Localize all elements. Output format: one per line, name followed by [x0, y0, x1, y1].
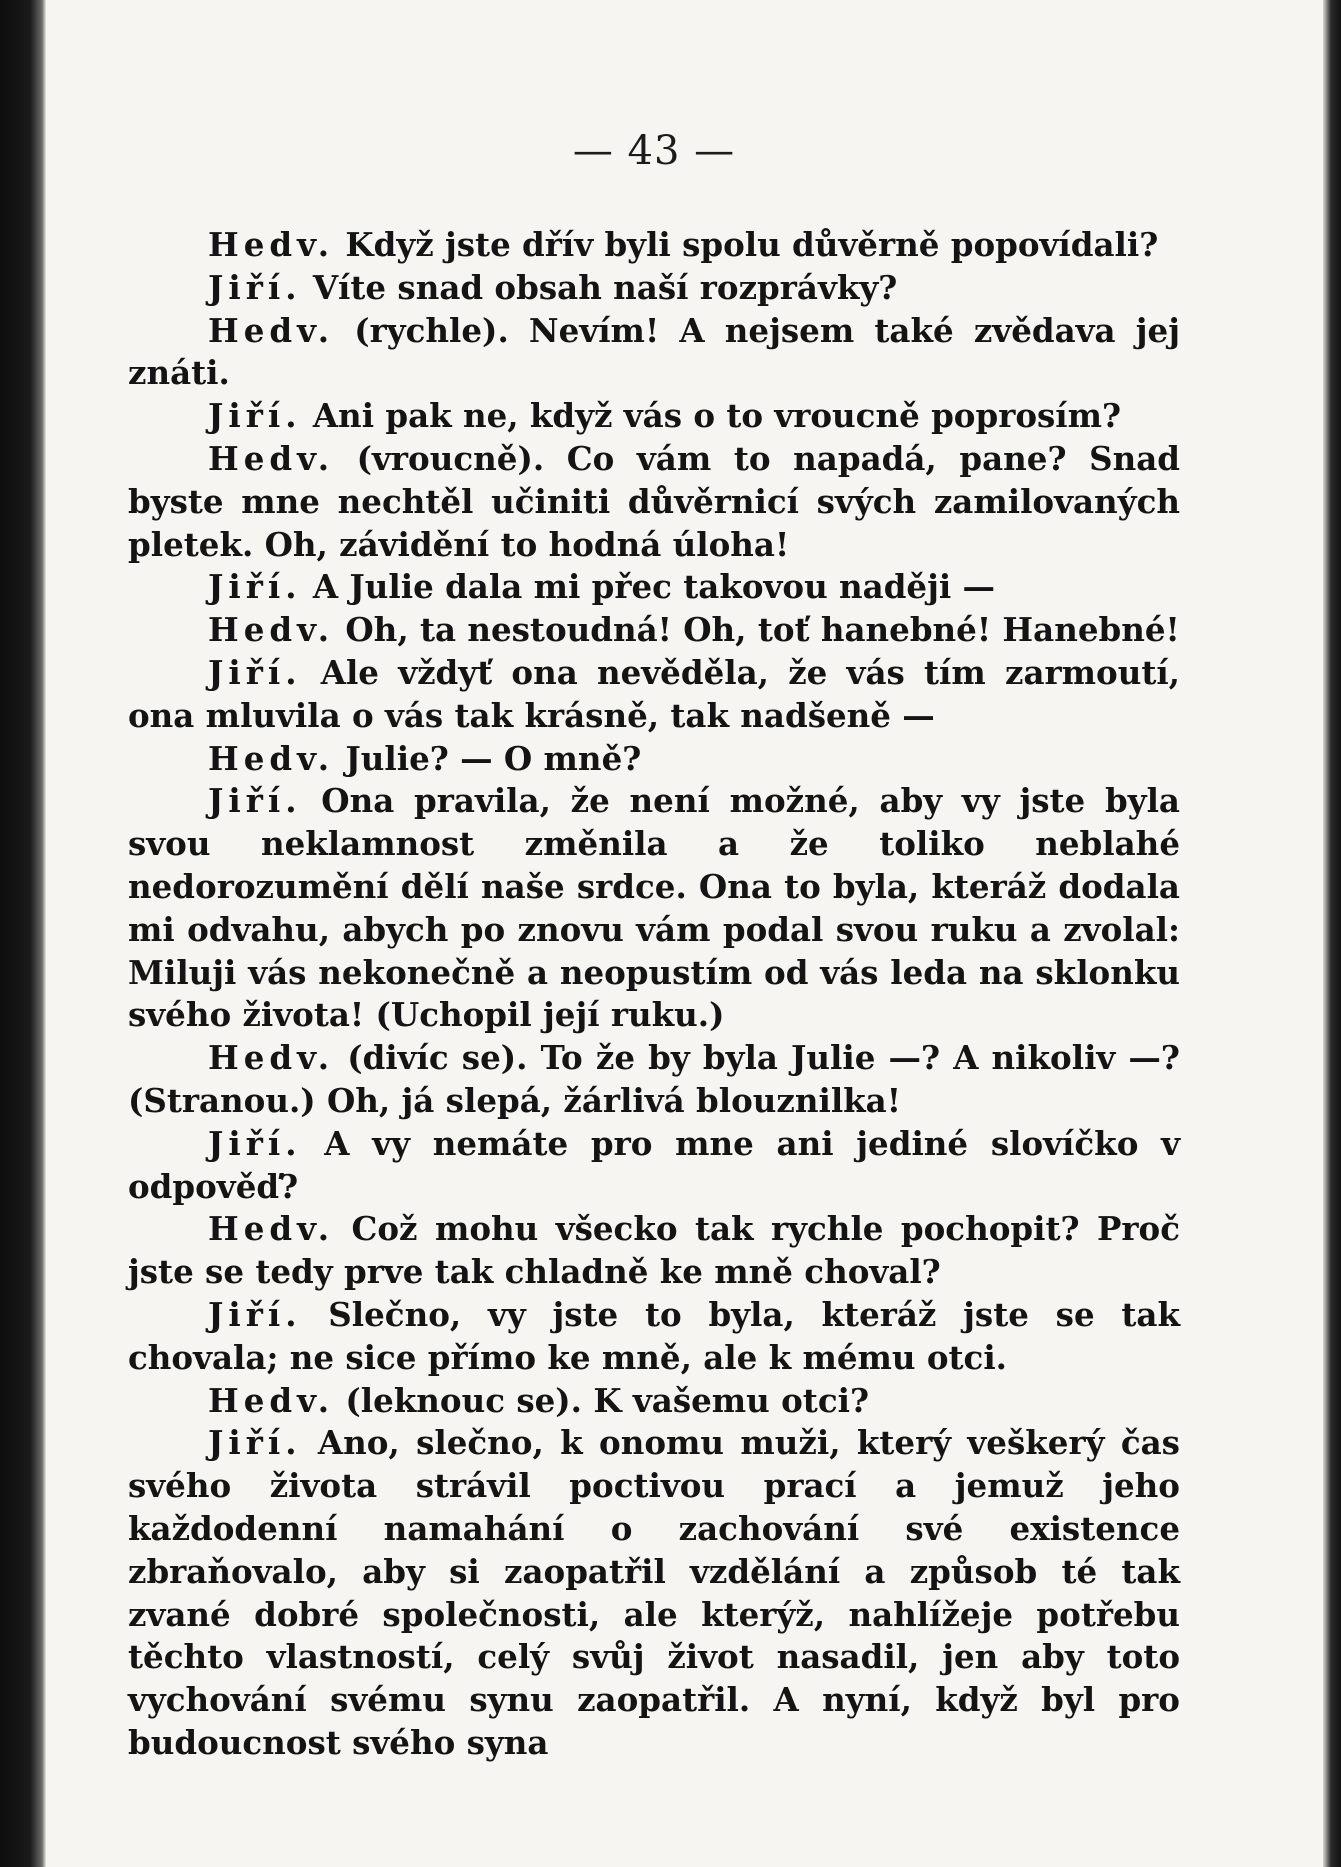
dialogue-paragraph: [128, 224, 1180, 267]
speech-text: (leknouc se). K vašemu otci?: [345, 1380, 869, 1420]
dialogue-paragraph: [128, 738, 1180, 781]
speech-text: Což mohu všecko tak rychle pochopit? Proč jste se tedy prve tak chladně ke mně choval?: [128, 1209, 1180, 1292]
dialogue-paragraph: [128, 310, 1180, 396]
dialogue-paragraph: [128, 652, 1180, 738]
speech-text: Ale vždyť ona nevěděla, že vás tím zarmoutí, ona mluvila o vás tak krásně, tak nadšeně —: [128, 652, 1180, 735]
speaker-name: Hedv.: [208, 738, 335, 778]
speech-text: Ani pak ne, když vás o to vroucně poprosím?: [312, 396, 1122, 436]
speech-text: Ona pravila, že není možné, aby vy jste byla svou neklamnost změnila a že toliko neblahé nedorozumění dělí naše srdce. Ona to byla, kteráž dodala mi odvahu, abych po znovu vám podal svou ruku a zvolal: Miluji vás nekonečně a neopustím od vás leda na sklonku svého života! (Uchopil její ruku.): [128, 781, 1180, 1035]
speaker-name: Jiří.: [208, 1123, 302, 1163]
speaker-name: Jiří.: [208, 652, 302, 692]
dialogue-paragraph: [128, 395, 1180, 438]
speaker-name: Hedv.: [208, 1209, 335, 1249]
dialogue-paragraph: [128, 1123, 1180, 1209]
scan-edge-right: [1323, 0, 1341, 1867]
speaker-name: Hedv.: [208, 610, 335, 650]
dialogue-paragraph: [128, 438, 1180, 566]
speech-text: A vy nemáte pro mne ani jediné slovíčko v odpověď?: [128, 1123, 1180, 1206]
speaker-name: Jiří.: [208, 567, 302, 607]
dialogue-paragraph: [128, 1037, 1180, 1123]
speech-text: Víte snad obsah naší rozprávky?: [312, 267, 898, 307]
book-page: [128, 0, 1180, 1867]
speech-text: Julie? — O mně?: [345, 738, 642, 778]
speech-text: Oh, ta nestoudná! Oh, toť hanebné! Hanebné!: [345, 610, 1180, 650]
speaker-name: Jiří.: [208, 781, 302, 821]
dialogue-paragraph: [128, 1422, 1180, 1764]
speech-text: Ano, slečno, k onomu muži, který veškerý čas svého života strávil poctivou prací a jemuž jeho každodenní namahání o zachování své existence zbraňovalo, aby si zaopatřil vzdělání a způsob té tak zvané dobré společnosti, ale kterýž, nahlížeje potřebu těchto vlastností, celý svůj život nasadil, jen aby toto vychování svému synu zaopatřil. A nyní, když byl pro budoucnost svého syna: [128, 1423, 1180, 1762]
speech-text: (divíc se). To že by byla Julie —? A nikoliv —? (Stranou.) Oh, já slepá, žárlivá blouznilka!: [128, 1038, 1180, 1120]
dialogue-paragraph: [128, 267, 1180, 310]
speech-text: A Julie dala mi přec takovou naději —: [312, 567, 996, 607]
dialogue-text: [128, 224, 1180, 1765]
dialogue-paragraph: [128, 1380, 1180, 1423]
speaker-name: Hedv.: [208, 1038, 335, 1078]
speaker-name: Jiří.: [208, 267, 302, 307]
speech-text: (vroucně). Co vám to napadá, pane? Snad byste mne nechtěl učiniti důvěrnicí svých zamilovaných pletek. Oh, závidění to hodná úloha!: [128, 438, 1180, 564]
speaker-name: Hedv.: [208, 310, 335, 350]
speaker-name: Jiří.: [208, 1423, 302, 1463]
dialogue-paragraph: [128, 780, 1180, 1037]
speaker-name: Jiří.: [208, 396, 302, 436]
dialogue-paragraph: [128, 1294, 1180, 1380]
speech-text: Když jste dřív byli spolu důvěrně popovídali?: [345, 225, 1159, 264]
speech-text: Slečno, vy jste to byla, kteráž jste se tak chovala; ne sice přímo ke mně, ale k mému otci.: [128, 1294, 1180, 1377]
speaker-name: Hedv.: [208, 438, 335, 478]
dialogue-paragraph: [128, 566, 1180, 609]
dialogue-paragraph: [128, 609, 1180, 652]
speaker-name: Hedv.: [208, 225, 335, 264]
page-number: — 43 —: [572, 128, 736, 174]
dialogue-paragraph: [128, 1208, 1180, 1294]
speech-text: (rychle). Nevím! A nejsem také zvědava jej znáti.: [128, 310, 1180, 393]
speaker-name: Jiří.: [208, 1294, 302, 1334]
speaker-name: Hedv.: [208, 1380, 335, 1420]
scan-edge-left: [0, 0, 46, 1867]
